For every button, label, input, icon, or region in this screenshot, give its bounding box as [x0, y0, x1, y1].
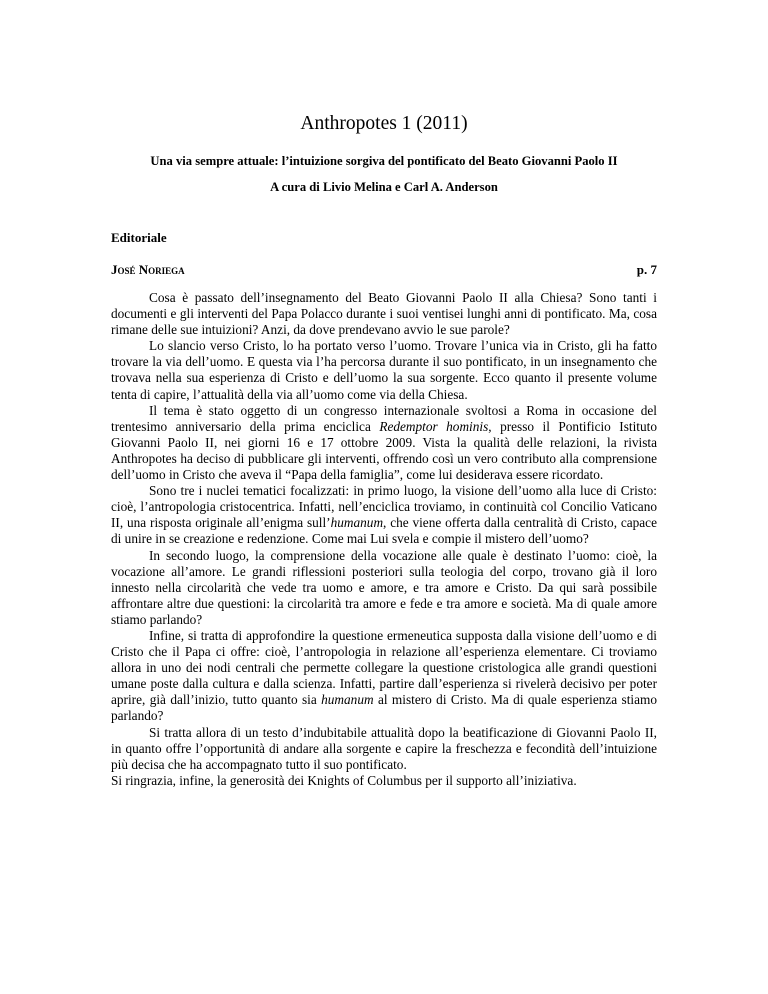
paragraph: Cosa è passato dell’insegnamento del Beato Giovanni Paolo II alla Chiesa? Sono tanti i documenti e gli interventi del Papa Polacco durante i suoi ventisei lunghi anni di pontificato. Ma, cosa rimane delle sue intuizioni? Anzi, da dove prendevano avvio le sue parole? [111, 290, 657, 338]
paragraph-text: , presso il Pontificio Istituto Giovanni Paolo II, nei giorni 16 e 17 ottobre 2009. Vista la qualità delle relazioni, la rivista Anthropotes ha deciso di pubblicare gli interventi, offrendo così un vero contributo alla comprensione dell’uomo in Cristo che aveva il “Papa della famiglia”, come lui desiderava essere ricordato. [111, 418, 657, 483]
editorial-body [111, 290, 657, 789]
author-name: José Noriega [111, 262, 185, 277]
paragraph-text: al mistero di Cristo. Ma di quale esperienza stiamo parlando? [111, 692, 657, 724]
journal-title: Anthropotes 1 (2011) [300, 113, 468, 134]
paragraph: Lo slancio verso Cristo, lo ha portato verso l’uomo. Trovare l’unica via in Cristo, gli ha fatto trovare la via dell’uomo. E questa via l’ha percorsa durante il suo pontificato, in un insegnamento che trovava nella sua esperienza di Cristo e dell’uomo la sua sorgente. Ecco quanto il presente volume tenta di capire, l’attualità della via all’uomo come via della Chiesa. [111, 338, 657, 402]
paragraph [111, 628, 657, 725]
paragraph [111, 403, 657, 483]
italic-title: Redemptor hominis [379, 418, 489, 434]
closing-paragraph: Si ringrazia, infine, la generosità dei Knights of Columbus per il supporto all’iniziativa. [111, 772, 577, 788]
paragraph: In secondo luogo, la comprensione della vocazione alle quale è destinato l’uomo: cioè, la vocazione all’amore. Le grandi riflessioni posteriori sulla teologia del corpo, trovano già il loro innesto nella circolarità che vede tra uomo e amore, e tra amore e Cristo. Da qui sarà possibile affrontare altre due questioni: la circolarità tra amore e fede e tra amore e società. Ma di quale amore stiamo parlando? [111, 547, 657, 627]
italic-term: humanum [330, 515, 384, 531]
paragraph [111, 483, 657, 547]
curators-line: A cura di Livio Melina e Carl A. Anderson [270, 180, 498, 194]
paragraph-text: Sono tre i nuclei tematici focalizzati: in primo luogo, la visione dell’uomo alla luce di Cristo: cioè, l’antropologia cristocentrica. Infatti, nell’enciclica troviamo, in continuità col Concilio Vaticano II, una risposta originale all’enigma sull’ [111, 483, 657, 531]
paragraph-text: Il tema è stato oggetto di un congresso internazionale svoltosi a Roma in occasione del trentesimo anniversario della prima enciclica [111, 402, 657, 434]
issue-subtitle: Una via sempre attuale: l’intuizione sorgiva del pontificato del Beato Giovanni Paolo II [150, 154, 618, 168]
page-reference: p. 7 [636, 262, 657, 277]
paragraph-text: Infine, si tratta di approfondire la questione ermeneutica supposta dalla visione dell’uomo e di Cristo che il Papa ci offre: cioè, l’antropologia in relazione all’esperienza elementare. Ci troviamo allora in uno dei nodi centrali che permette collegare la questione cristologica alle grandi questioni umane poste dalla cultura e dalla scienza. Infatti, partire dall’esperienza si rivelerà decisivo per poter aprire, già dall’inizio, tutto quanto sia [111, 627, 657, 708]
paragraph-text: , che viene offerta dalla centralità di Cristo, capace di unire in se creazione e redenzione. Come mai Lui svela e compie il mistero dell’uomo? [111, 515, 657, 547]
italic-term: humanum [321, 692, 374, 708]
paragraph: Si tratta allora di un testo d’indubitabile attualità dopo la beatificazione di Giovanni Paolo II, in quanto offre l’opportunità di andare alla sorgente e capire la freschezza e fecondità dell’intuizione più decisa che ha accompagnato tutto il suo pontificato. [111, 724, 657, 772]
section-heading: Editoriale [111, 230, 167, 245]
